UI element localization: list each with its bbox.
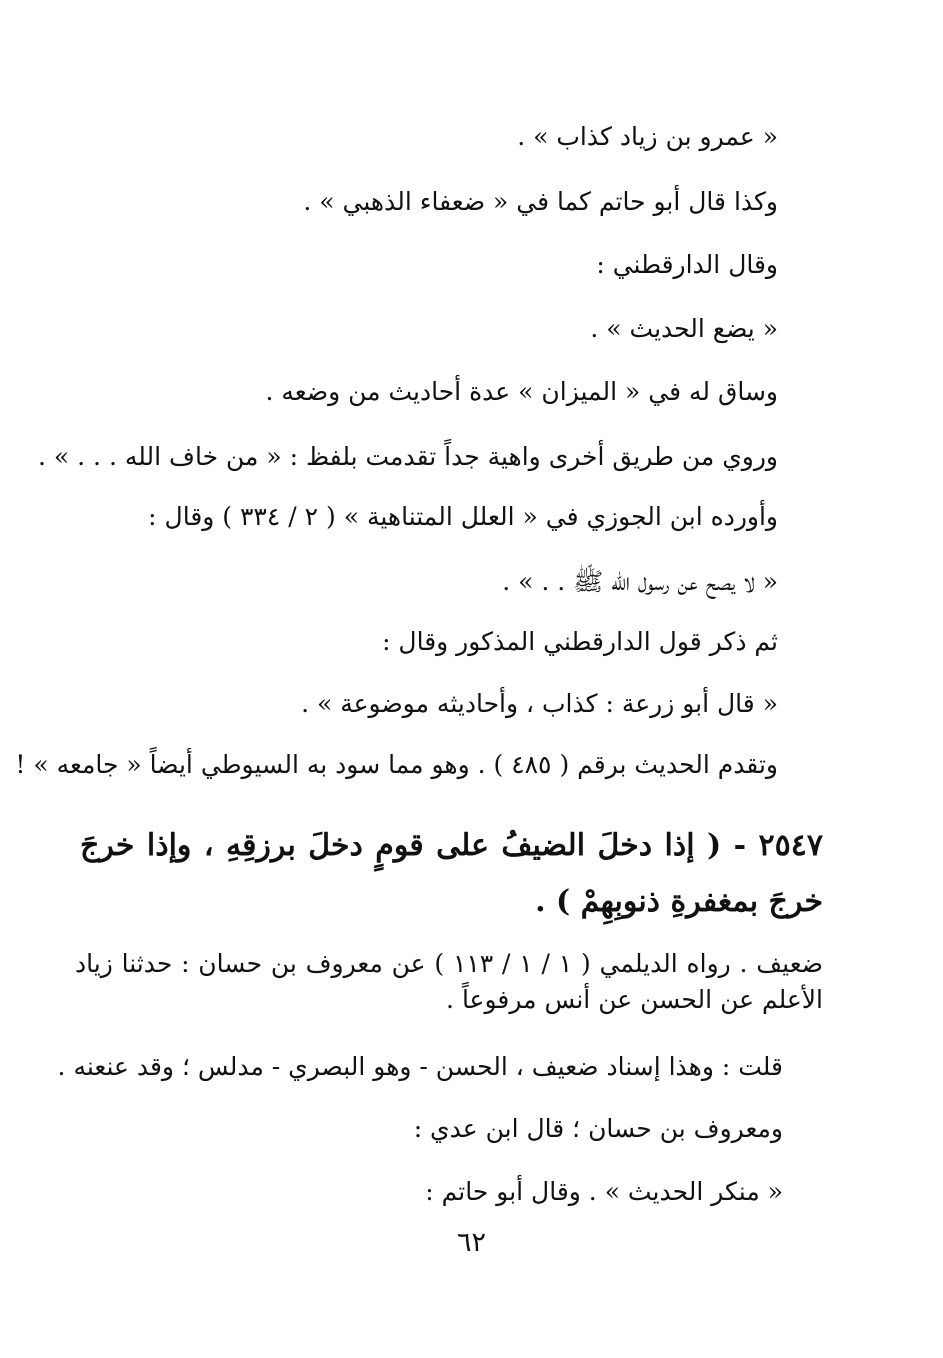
hadith-heading xyxy=(80,818,823,930)
text-line: « عمرو بن زياد كذاب » . xyxy=(517,122,778,151)
text-paragraph: ضعيف . رواه الديلمي ( ١ / ١ / ١١٣ ) عن معروف بن حسان : حدثنا زياد الأعلم عن الحسن عن أنس مرفوعاً . xyxy=(75,949,823,1014)
text-line: « يضع الحديث » . xyxy=(590,314,778,343)
text-line: « لا يصح عن رسول الله ﷺ . . » . xyxy=(502,567,778,596)
text-line: وقال الدارقطني : xyxy=(596,250,778,279)
text-line: وروي من طريق أخرى واهية جداً تقدمت بلفظ : « من خاف الله . . . » . xyxy=(38,442,778,471)
text-line: وأورده ابن الجوزي في « العلل المتناهية » ( ٢ / ٣٣٤ ) وقال : xyxy=(148,502,778,531)
text-line: وتقدم الحديث برقم ( ٤٨٥ ) . وهو مما سود به السيوطي أيضاً « جامعه » ! xyxy=(15,750,778,779)
text-line: وكذا قال أبو حاتم كما في « ضعفاء الذهبي » . xyxy=(303,187,778,216)
text-line: ومعروف بن حسان ؛ قال ابن عدي : xyxy=(413,1114,783,1143)
hadith-text: - ( إذا دخلَ الضيفُ على قومٍ دخلَ برزقِهِ ، وإذا خرجَ خرجَ بمغفرةِ ذنوبِهِمْ ) . xyxy=(80,828,823,919)
hadith-number: ٢٥٤٧ xyxy=(758,828,823,863)
page-number: ٦٢ xyxy=(456,1227,486,1258)
text-line: « منكر الحديث » . وقال أبو حاتم : xyxy=(425,1177,783,1206)
text-line: قلت : وهذا إسناد ضعيف ، الحسن - وهو البصري - مدلس ؛ وقد عنعنه . xyxy=(57,1052,783,1081)
text-line: ثم ذكر قول الدارقطني المذكور وقال : xyxy=(382,627,778,656)
text-line: وساق له في « الميزان » عدة أحاديث من وضعه . xyxy=(265,377,778,406)
text-line: « قال أبو زرعة : كذاب ، وأحاديثه موضوعة » . xyxy=(301,689,778,718)
